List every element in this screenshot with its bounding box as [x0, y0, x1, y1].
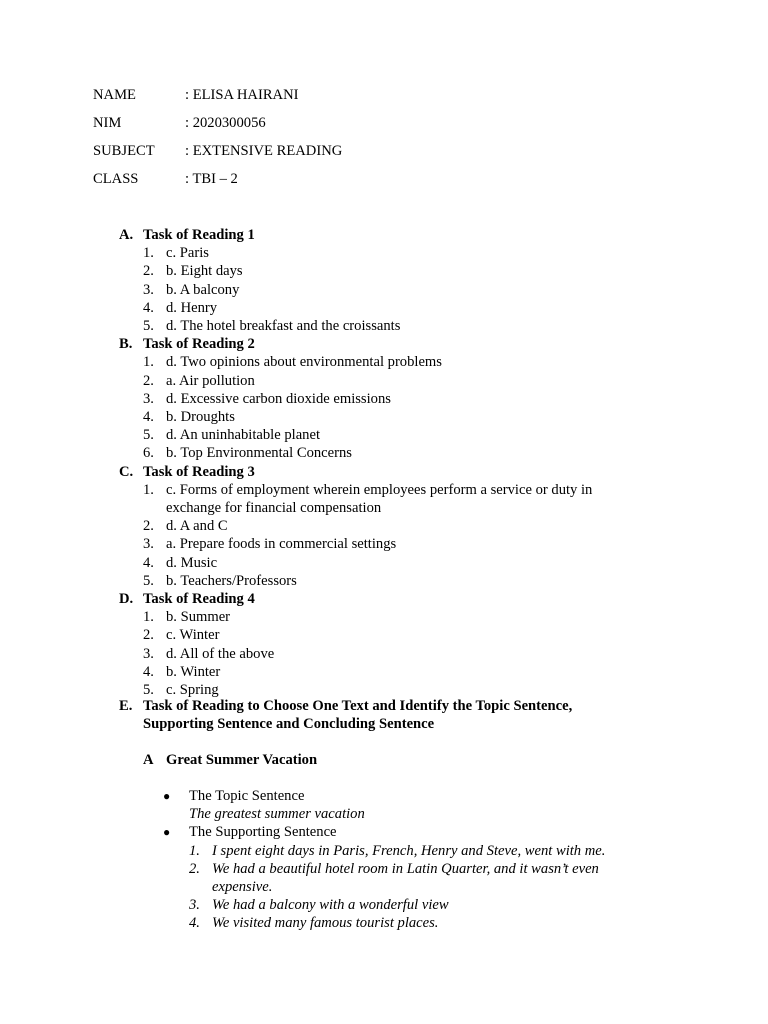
- item-text: c. Forms of employment wherein employees perform a service or duty in exchange for financial compensation: [166, 481, 593, 516]
- section-e-title: Task of Reading to Choose One Text and Identify the Topic Sentence, Supporting Sentence and Concluding Sentence: [143, 698, 573, 733]
- supporting-sentence-bullet: [0, 823, 768, 841]
- topic-sentence-text: The greatest summer vacation: [189, 806, 365, 823]
- section-title: Task of Reading 4: [143, 591, 255, 608]
- item-text: We had a beautiful hotel room in Latin Quarter, and it wasn’t even expensive.: [212, 860, 599, 896]
- item-text: d. Two opinions about environmental problems: [166, 354, 442, 371]
- list-item: [0, 645, 626, 663]
- section-heading-d: [0, 590, 768, 608]
- class-label: CLASS: [93, 171, 139, 187]
- section-letter: B.: [119, 336, 133, 353]
- item-number: 5.: [143, 318, 154, 334]
- item-number: 3.: [189, 897, 200, 914]
- list-item: [0, 608, 626, 626]
- section-heading-a: [0, 226, 768, 244]
- item-number: 1.: [143, 481, 154, 498]
- subject-value: : EXTENSIVE READING: [185, 143, 343, 159]
- item-text: b. Top Environmental Concerns: [166, 445, 352, 462]
- list-item: [0, 663, 626, 681]
- item-number: 1.: [143, 609, 154, 626]
- item-text: b. Summer: [166, 609, 231, 626]
- item-number: 1.: [189, 842, 200, 859]
- section-b-answers: [0, 353, 768, 462]
- header-row-nim: [93, 115, 266, 132]
- topic-sentence-bullet: [0, 787, 768, 823]
- name-label: NAME: [93, 87, 136, 103]
- section-title: Task of Reading 2: [143, 336, 255, 353]
- list-item: [0, 572, 626, 590]
- section-letter: D.: [119, 591, 134, 608]
- list-item: [0, 299, 626, 317]
- item-text: d. The hotel breakfast and the croissants: [166, 318, 401, 334]
- section-letter: E.: [119, 698, 133, 714]
- class-value: : TBI – 2: [185, 171, 238, 187]
- list-item: [0, 481, 626, 517]
- item-text: d. Henry: [166, 299, 218, 316]
- list-item: [0, 244, 626, 262]
- list-item: [0, 896, 632, 914]
- section-a-answers: [0, 244, 768, 335]
- section-title: Task of Reading 1: [143, 227, 255, 243]
- item-text: b. A balcony: [166, 281, 240, 298]
- section-letter: C.: [119, 463, 134, 480]
- item-text: b. Eight days: [166, 263, 243, 280]
- answer-sections: [0, 226, 768, 699]
- item-text: d. Music: [166, 554, 218, 571]
- name-value: : ELISA HAIRANI: [185, 87, 299, 103]
- list-item: [0, 317, 626, 335]
- item-text: d. All of the above: [166, 645, 275, 662]
- section-d-answers: [0, 608, 768, 699]
- list-item: [0, 535, 626, 553]
- item-number: 2.: [143, 263, 154, 280]
- item-number: 2.: [143, 627, 154, 644]
- item-number: 5.: [143, 427, 154, 444]
- header-row-subject: [93, 143, 342, 160]
- item-text: d. Excessive carbon dioxide emissions: [166, 390, 391, 407]
- item-text: c. Spring: [166, 682, 219, 699]
- list-item: [0, 914, 632, 932]
- text-title-letter: A: [143, 752, 154, 768]
- item-text: We visited many famous tourist places.: [212, 915, 439, 932]
- list-item: [0, 372, 626, 390]
- header-row-name: [93, 87, 299, 104]
- bullet-label: The Supporting Sentence: [189, 824, 337, 841]
- list-item: [0, 281, 626, 299]
- header-row-class: [93, 171, 238, 188]
- section-heading-b: [0, 335, 768, 353]
- sentence-analysis: [0, 787, 768, 933]
- item-number: 4.: [143, 409, 154, 425]
- item-number: 3.: [143, 390, 154, 407]
- item-number: 4.: [143, 299, 154, 316]
- item-text: c. Paris: [166, 245, 209, 262]
- item-text: b. Winter: [166, 663, 221, 680]
- section-letter: A.: [119, 227, 134, 243]
- item-number: 4.: [143, 663, 154, 680]
- bullet-icon: ●: [163, 789, 171, 803]
- list-item: [0, 262, 626, 280]
- item-text: a. Air pollution: [166, 372, 255, 389]
- section-title: Task of Reading 3: [143, 463, 255, 480]
- item-number: 5.: [143, 572, 154, 589]
- list-item: [0, 626, 626, 644]
- item-number: 2.: [143, 518, 154, 535]
- item-number: 1.: [143, 354, 154, 371]
- list-item: [0, 444, 626, 462]
- list-item: [0, 842, 632, 860]
- item-number: 1.: [143, 245, 154, 262]
- item-number: 3.: [143, 536, 154, 553]
- item-text: d. A and C: [166, 518, 228, 535]
- item-number: 3.: [143, 645, 154, 662]
- bullet-label: The Topic Sentence: [189, 788, 305, 804]
- list-item: [0, 408, 626, 426]
- item-text: b. Droughts: [166, 409, 235, 425]
- item-number: 6.: [143, 445, 154, 462]
- item-number: 2.: [143, 372, 154, 389]
- list-item: [0, 554, 626, 572]
- supporting-sentences-list: [0, 842, 768, 933]
- item-text: c. Winter: [166, 627, 220, 644]
- item-number: 2.: [189, 860, 200, 877]
- list-item: [0, 517, 626, 535]
- item-text: a. Prepare foods in commercial settings: [166, 536, 397, 553]
- subject-label: SUBJECT: [93, 143, 155, 159]
- item-text: I spent eight days in Paris, French, Henry and Steve, went with me.: [212, 842, 606, 859]
- nim-value: : 2020300056: [185, 115, 266, 131]
- section-c-answers: [0, 481, 768, 590]
- text-title-words: Great Summer Vacation: [166, 752, 318, 768]
- list-item: [0, 860, 632, 896]
- item-number: 5.: [143, 682, 154, 699]
- item-number: 3.: [143, 281, 154, 298]
- item-number: 4.: [143, 554, 154, 571]
- item-text: b. Teachers/Professors: [166, 572, 297, 589]
- nim-label: NIM: [93, 115, 122, 131]
- item-text: We had a balcony with a wonderful view: [212, 897, 449, 914]
- section-heading-c: [0, 463, 768, 481]
- item-number: 4.: [189, 915, 200, 932]
- list-item: [0, 353, 626, 371]
- list-item: [0, 426, 626, 444]
- item-text: d. An uninhabitable planet: [166, 427, 321, 444]
- bullet-icon: ●: [163, 825, 171, 840]
- list-item: [0, 390, 626, 408]
